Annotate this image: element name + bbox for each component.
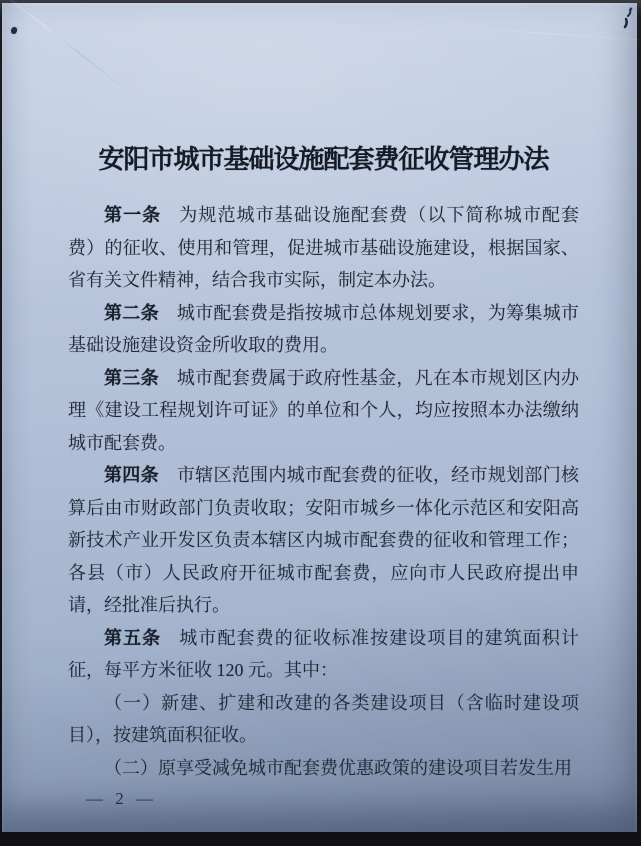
clause-4-text: 市辖区范围内城市配套费的征收，经市规划部门核算后由市财政部门负责收取；安阳市城乡一体化示范区和安阳高新技术产业开发区负责本辖区内城市配套费的征收和管理工作；各县（市）人民政府开征城市配套费，应向市人民政府提出申请，经批准后执行。 xyxy=(68,465,579,615)
clause-3-number: 第三条 xyxy=(104,367,159,388)
clause-5-text: 城市配套费的征收标准按建设项目的建筑面积计征，每平方米征收 120 元。其中： xyxy=(68,627,580,680)
staple-mark-icon xyxy=(10,26,18,34)
clause-2 xyxy=(68,297,579,362)
document-body xyxy=(68,199,579,784)
clause-1-text: 为规范城市基础设施配套费（以下简称城市配套费）的征收、使用和管理，促进城市基础设施建设，根据国家、省有关文件精神，结合我市实际，制定本办法。 xyxy=(68,205,580,290)
clause-2-number: 第二条 xyxy=(104,302,159,323)
clause-5-number: 第五条 xyxy=(104,627,162,648)
ink-mark-icon xyxy=(619,7,635,29)
page-number: — 2 — xyxy=(86,789,157,808)
document-title: 安阳市城市基础设施配套费征收管理办法 xyxy=(98,145,549,174)
clause-4-number: 第四条 xyxy=(104,465,159,485)
clause-5 xyxy=(68,622,579,687)
paper-crease xyxy=(447,26,641,41)
document-page xyxy=(2,3,637,832)
clause-5-item-2: （二）原享受减免城市配套费优惠政策的建设项目若发生用 xyxy=(104,757,572,778)
clause-4 xyxy=(68,459,579,622)
clause-1 xyxy=(68,199,579,297)
clause-1-number: 第一条 xyxy=(104,205,162,225)
clause-5-item-1: （一）新建、扩建和改建的各类建设项目（含临时建设项目），按建筑面积征收。 xyxy=(68,692,579,745)
clause-2-text: 城市配套费是指按城市总体规划要求，为筹集城市基础设施建设资金所收取的费用。 xyxy=(68,302,579,355)
clause-3-text: 城市配套费属于政府性基金，凡在本市规划区内办理《建设工程规划许可证》的单位和个人，均应按照本办法缴纳城市配套费。 xyxy=(68,367,579,453)
paper-crease xyxy=(0,0,133,95)
clause-3 xyxy=(68,362,579,460)
